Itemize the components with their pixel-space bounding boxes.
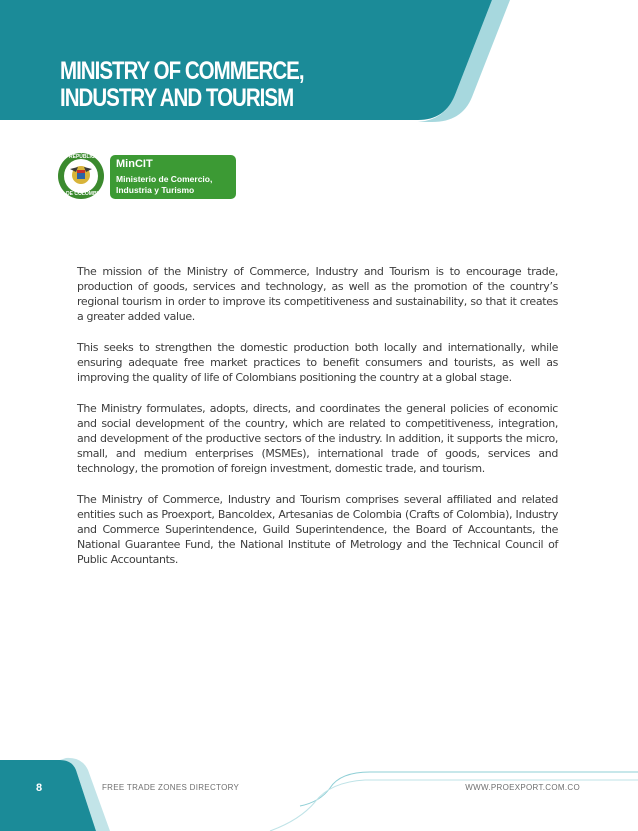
paragraph: The Ministry of Commerce, Industry and Tourism comprises several affiliated and related entities such as Proexport, Bancoldex, Artesanias de Colombia (Crafts of Colombia), Industry and Commerce Superintendence, Guild Superintendence, the Board of Accountants, the National Guarantee Fund, the National Institute of Metrology and the Technical Council of Public Accountants. <box>77 493 558 566</box>
paragraph: The mission of the Ministry of Commerce, Industry and Tourism is to encourage trade, production of goods, services and technology, as well as the promotion of the country’s regional tourism in order to improve its competitiveness and sustainability, so that it creates a greater added value. <box>77 265 558 323</box>
logo-brand: MinCIT <box>116 158 153 170</box>
colombia-coat-of-arms-icon <box>58 153 104 199</box>
mincit-logo <box>58 153 238 201</box>
seal-top-text: REPÚBLICA <box>69 154 99 160</box>
paragraph: This seeks to strengthen the domestic production both locally and internationally, while ensuring adequate free market practices to benefit consumers and tourists, as well as improving the quality of life of Colombians positioning the country at a global stage. <box>77 341 558 384</box>
logo-subtitle-line-2: Industria y Turismo <box>116 185 195 195</box>
page-title-line-2: INDUSTRY AND TOURISM <box>60 84 294 112</box>
page-title-line-1: MINISTRY OF COMMERCE, <box>60 57 304 85</box>
logo-subtitle-line-1: Ministerio de Comercio, <box>116 174 213 184</box>
seal-bottom-text: DE COLOMBIA <box>66 191 102 197</box>
page-title <box>60 58 304 112</box>
paragraph: The Ministry formulates, adopts, directs, and coordinates the general policies of economic and social development of the country, which are related to competitiveness, integration, and development of the productive sectors of the industry. In addition, it supports the micro, small, and medium enterprises (MSMEs), international trade of goods, services and technology, the promotion of foreign investment, domestic trade, and tourism. <box>77 402 558 475</box>
footer-directory-title: FREE TRADE ZONES DIRECTORY <box>102 783 240 792</box>
mincit-label-box <box>110 155 236 199</box>
body-text <box>77 264 558 583</box>
footer-website-link[interactable]: WWW.PROEXPORT.COM.CO <box>465 783 580 792</box>
page-number: 8 <box>36 782 43 794</box>
